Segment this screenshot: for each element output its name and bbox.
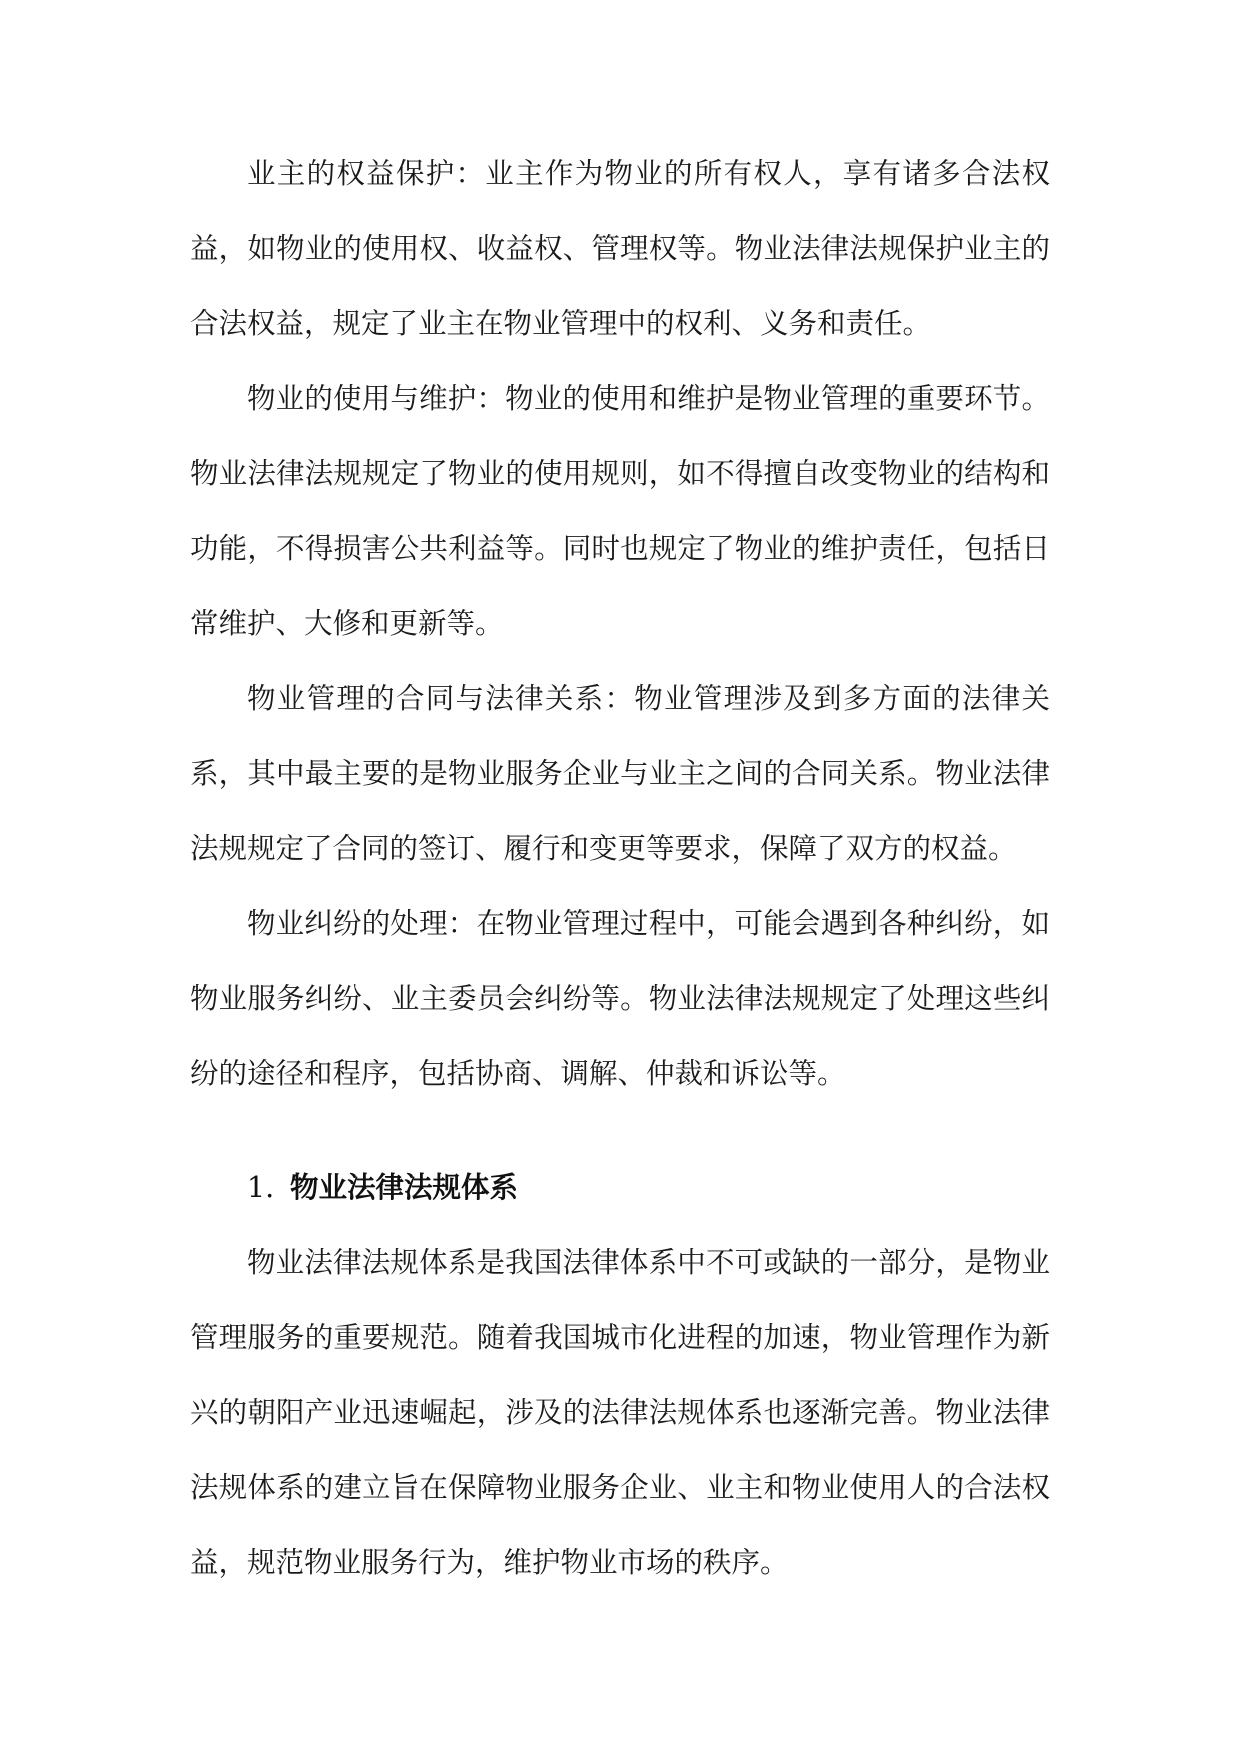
paragraph-owner-rights: 业主的权益保护：业主作为物业的所有权人，享有诸多合法权益，如物业的使用权、收益权、管理权等。物业法律法规保护业主的合法权益，规定了业主在物业管理中的权利、义务和责任。 bbox=[190, 157, 1050, 340]
section-title: 物业法律法规体系 bbox=[290, 1171, 519, 1204]
paragraph-use-maintenance: 物业的使用与维护：物业的使用和维护是物业管理的重要环节。物业法律法规规定了物业的使用规则，如不得擅自改变物业的结构和功能，不得损害公共利益等。同时也规定了物业的维护责任，包括日常维护、大修和更新等。 bbox=[190, 382, 1050, 640]
paragraph-contract-relations: 物业管理的合同与法律关系：物业管理涉及到多方面的法律关系，其中最主要的是物业服务企业与业主之间的合同关系。物业法律法规规定了合同的签订、履行和变更等要求，保障了双方的权益。 bbox=[190, 682, 1050, 865]
paragraph-dispute-handling: 物业纠纷的处理：在物业管理过程中，可能会遇到各种纠纷，如物业服务纠纷、业主委员会纠纷等。物业法律法规规定了处理这些纠纷的途径和程序，包括协商、调解、仲裁和诉讼等。 bbox=[190, 907, 1050, 1090]
section-heading bbox=[190, 1150, 1050, 1225]
paragraph-legal-system: 物业法律法规体系是我国法律体系中不可或缺的一部分，是物业管理服务的重要规范。随着我国城市化进程的加速，物业管理作为新兴的朝阳产业迅速崛起，涉及的法律法规体系也逐渐完善。物业法律法规体系的建立旨在保障物业服务企业、业主和物业使用人的合法权益，规范物业服务行为，维护物业市场的秩序。 bbox=[190, 1246, 1050, 1579]
section-number: 1. bbox=[247, 1171, 275, 1204]
document-page bbox=[190, 136, 1050, 1600]
